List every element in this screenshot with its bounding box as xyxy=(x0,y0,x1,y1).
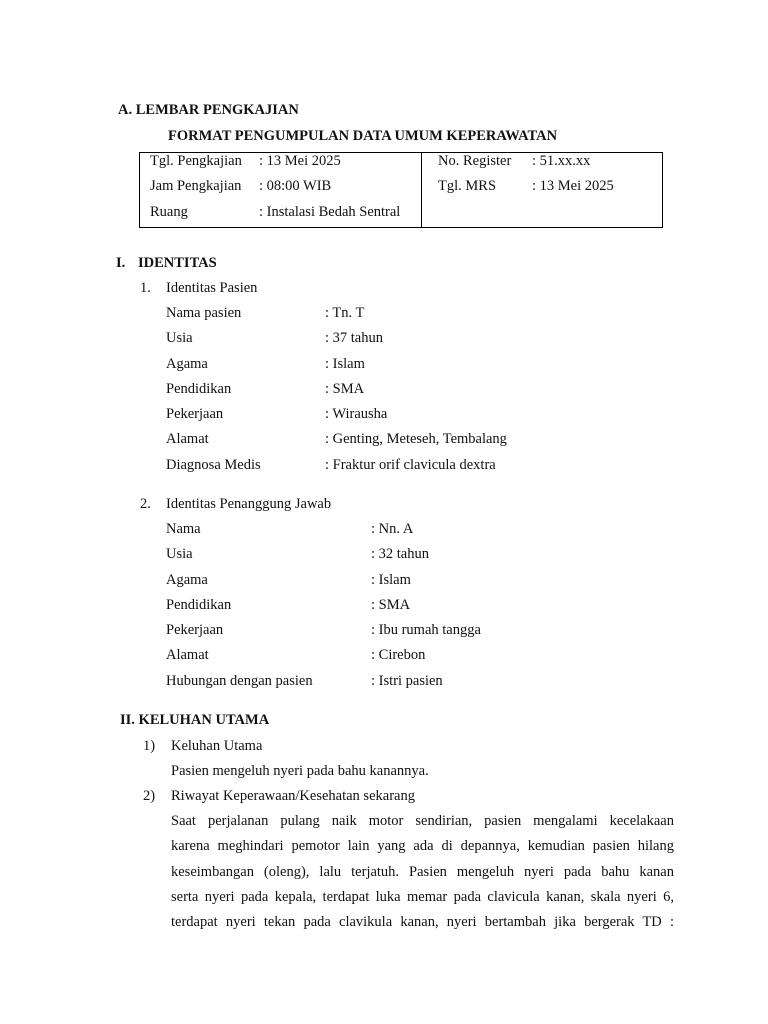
pasien-pekerjaan-label: Pekerjaan xyxy=(166,406,224,422)
penanggung-jawab-title: Identitas Penanggung Jawab xyxy=(166,496,332,512)
pasien-agama-label: Agama xyxy=(166,356,208,372)
pj-usia-label: Usia xyxy=(166,546,193,562)
penanggung-jawab-number: 2. xyxy=(140,496,151,512)
pj-nama-label: Nama xyxy=(166,521,201,537)
pasien-usia-value: : 37 tahun xyxy=(325,330,383,346)
pasien-alamat-label: Alamat xyxy=(166,431,209,447)
ruang-label: Ruang xyxy=(150,204,188,220)
identitas-pasien-number: 1. xyxy=(140,280,151,296)
ruang-value: : Instalasi Bedah Sentral xyxy=(259,204,401,220)
keluhan-item1-text: Pasien mengeluh nyeri pada bahu kanannya. xyxy=(171,763,429,779)
identitas-heading-number: I. xyxy=(116,255,126,271)
riwayat-paragraph-line-5: terdapat nyeri tekan pada clavikula kanan, nyeri bertambah jika bergerak TD : xyxy=(171,914,674,930)
form-subtitle: FORMAT PENGUMPULAN DATA UMUM KEPERAWATAN xyxy=(168,128,558,144)
identitas-heading: IDENTITAS xyxy=(138,255,217,271)
pasien-usia-label: Usia xyxy=(166,330,193,346)
pasien-pendidikan-value: : SMA xyxy=(325,381,365,397)
pj-pekerjaan-label: Pekerjaan xyxy=(166,622,224,638)
keluhan-item2-title: Riwayat Keperawaan/Kesehatan sekarang xyxy=(171,788,415,804)
keluhan-item1-title: Keluhan Utama xyxy=(171,738,263,754)
riwayat-paragraph-line-4: serta nyeri pada kepala, terdapat luka memar pada clavicula kanan, skala nyeri 6, xyxy=(171,889,674,905)
no-register-value: : 51.xx.xx xyxy=(532,153,591,169)
pj-agama-value: : Islam xyxy=(371,572,411,588)
jam-pengkajian-value: : 08:00 WIB xyxy=(259,178,332,194)
riwayat-paragraph-line-2: karena meghindari pemotor lain yang ada di depannya, kemudian pasien hilang xyxy=(171,838,674,854)
pasien-alamat-value: : Genting, Meteseh, Tembalang xyxy=(325,431,507,447)
pj-alamat-value: : Cirebon xyxy=(371,647,426,663)
pasien-diagnosa-label: Diagnosa Medis xyxy=(166,457,261,473)
pasien-pekerjaan-value: : Wirausha xyxy=(325,406,388,422)
pj-agama-label: Agama xyxy=(166,572,208,588)
pj-pekerjaan-value: : Ibu rumah tangga xyxy=(371,622,481,638)
pj-usia-value: : 32 tahun xyxy=(371,546,429,562)
pasien-pendidikan-label: Pendidikan xyxy=(166,381,232,397)
pj-alamat-label: Alamat xyxy=(166,647,209,663)
pj-pendidikan-label: Pendidikan xyxy=(166,597,232,613)
keluhan-utama-heading: II. KELUHAN UTAMA xyxy=(120,712,270,728)
tgl-pengkajian-label: Tgl. Pengkajian xyxy=(150,153,242,169)
pj-pendidikan-value: : SMA xyxy=(371,597,411,613)
pj-nama-value: : Nn. A xyxy=(371,521,414,537)
tgl-mrs-value: : 13 Mei 2025 xyxy=(532,178,614,194)
riwayat-paragraph-line-3: keseimbangan (oleng), lalu terjatuh. Pasien mengeluh nyeri pada bahu kanan xyxy=(171,864,674,880)
pasien-nama-value: : Tn. T xyxy=(325,305,365,321)
identitas-pasien-title: Identitas Pasien xyxy=(166,280,258,296)
pasien-nama-label: Nama pasien xyxy=(166,305,242,321)
section-a-heading: A. LEMBAR PENGKAJIAN xyxy=(118,102,299,118)
pj-hubungan-label: Hubungan dengan pasien xyxy=(166,673,313,689)
keluhan-item1-number: 1) xyxy=(143,738,156,754)
tgl-mrs-label: Tgl. MRS xyxy=(438,178,497,194)
no-register-label: No. Register xyxy=(438,153,512,169)
riwayat-paragraph-line-1: Saat perjalanan pulang naik motor sendirian, pasien mengalami kecelakaan xyxy=(171,813,674,829)
tgl-pengkajian-value: : 13 Mei 2025 xyxy=(259,153,341,169)
keluhan-item2-number: 2) xyxy=(143,788,156,804)
pasien-diagnosa-value: : Fraktur orif clavicula dextra xyxy=(325,457,496,473)
header-table-divider xyxy=(421,152,422,228)
pasien-agama-value: : Islam xyxy=(325,356,365,372)
jam-pengkajian-label: Jam Pengkajian xyxy=(150,178,242,194)
pj-hubungan-value: : Istri pasien xyxy=(371,673,443,689)
